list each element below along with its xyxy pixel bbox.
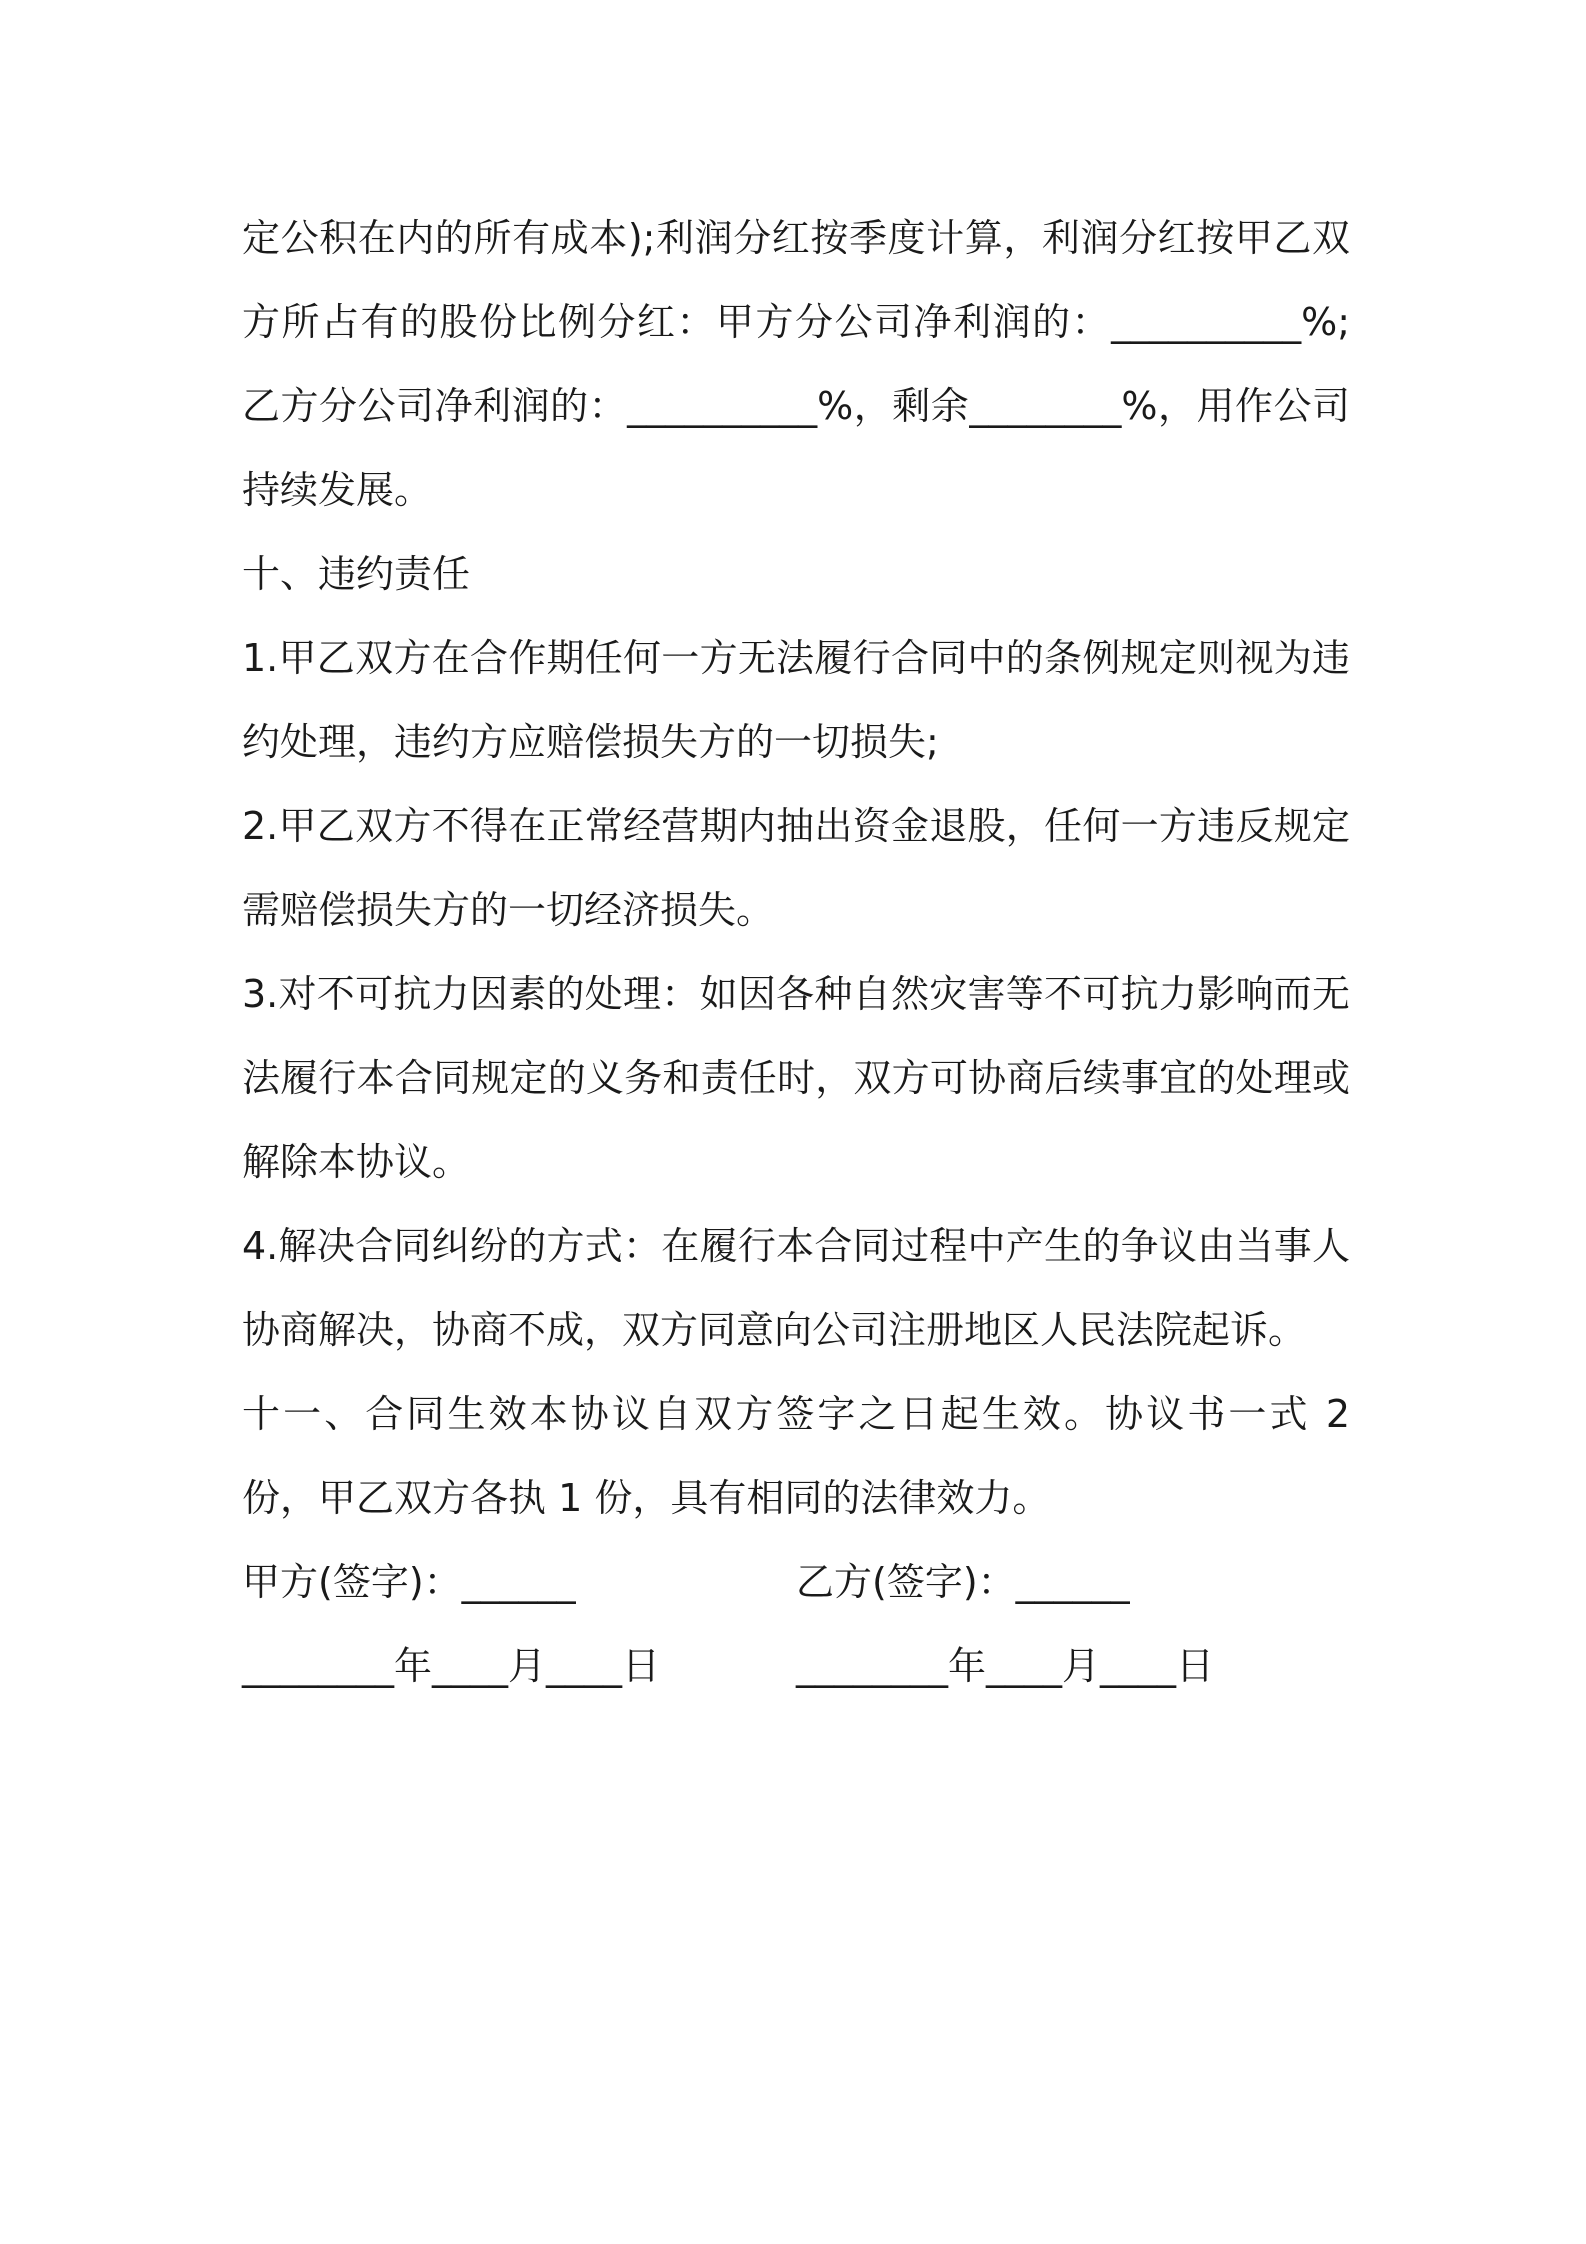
party-b-date: ________年____月____日 xyxy=(796,1644,1215,1688)
clause-2: 2.甲乙双方不得在正常经营期内抽出资金退股，任何一方违反规定需赔偿损失方的一切经济损失。 xyxy=(242,804,1350,932)
clause-3: 3.对不可抗力因素的处理：如因各种自然灾害等不可抗力影响而无法履行本合同规定的义务和责任时，双方可协商后续事宜的处理或解除本协议。 xyxy=(242,972,1350,1184)
party-b-signature-label: 乙方(签字)：______ xyxy=(796,1560,1130,1604)
date-row xyxy=(242,1624,1350,1708)
clause-1: 1.甲乙双方在合作期任何一方无法履行合同中的条例规定则视为违约处理，违约方应赔偿损失方的一切损失; xyxy=(242,636,1350,764)
document-body xyxy=(242,196,1350,1708)
section-ten-heading: 十、违约责任 xyxy=(242,552,471,596)
profit-paragraph: 定公积在内的所有成本);利润分红按季度计算，利润分红按甲乙双方所占有的股份比例分红：甲方分公司净利润的：__________%;乙方分公司净利润的：__________%，剩余________%，用作公司持续发展。 xyxy=(242,216,1350,512)
party-a-date: ________年____月____日 xyxy=(242,1644,661,1688)
clause-4: 4.解决合同纠纷的方式：在履行本合同过程中产生的争议由当事人协商解决，协商不成，双方同意向公司注册地区人民法院起诉。 xyxy=(242,1224,1350,1352)
signature-row xyxy=(242,1540,1350,1624)
section-eleven-effectiveness: 十一、合同生效本协议自双方签字之日起生效。协议书一式 2 份，甲乙双方各执 1 份，具有相同的法律效力。 xyxy=(242,1392,1350,1520)
party-a-signature-label: 甲方(签字)：______ xyxy=(242,1560,576,1604)
